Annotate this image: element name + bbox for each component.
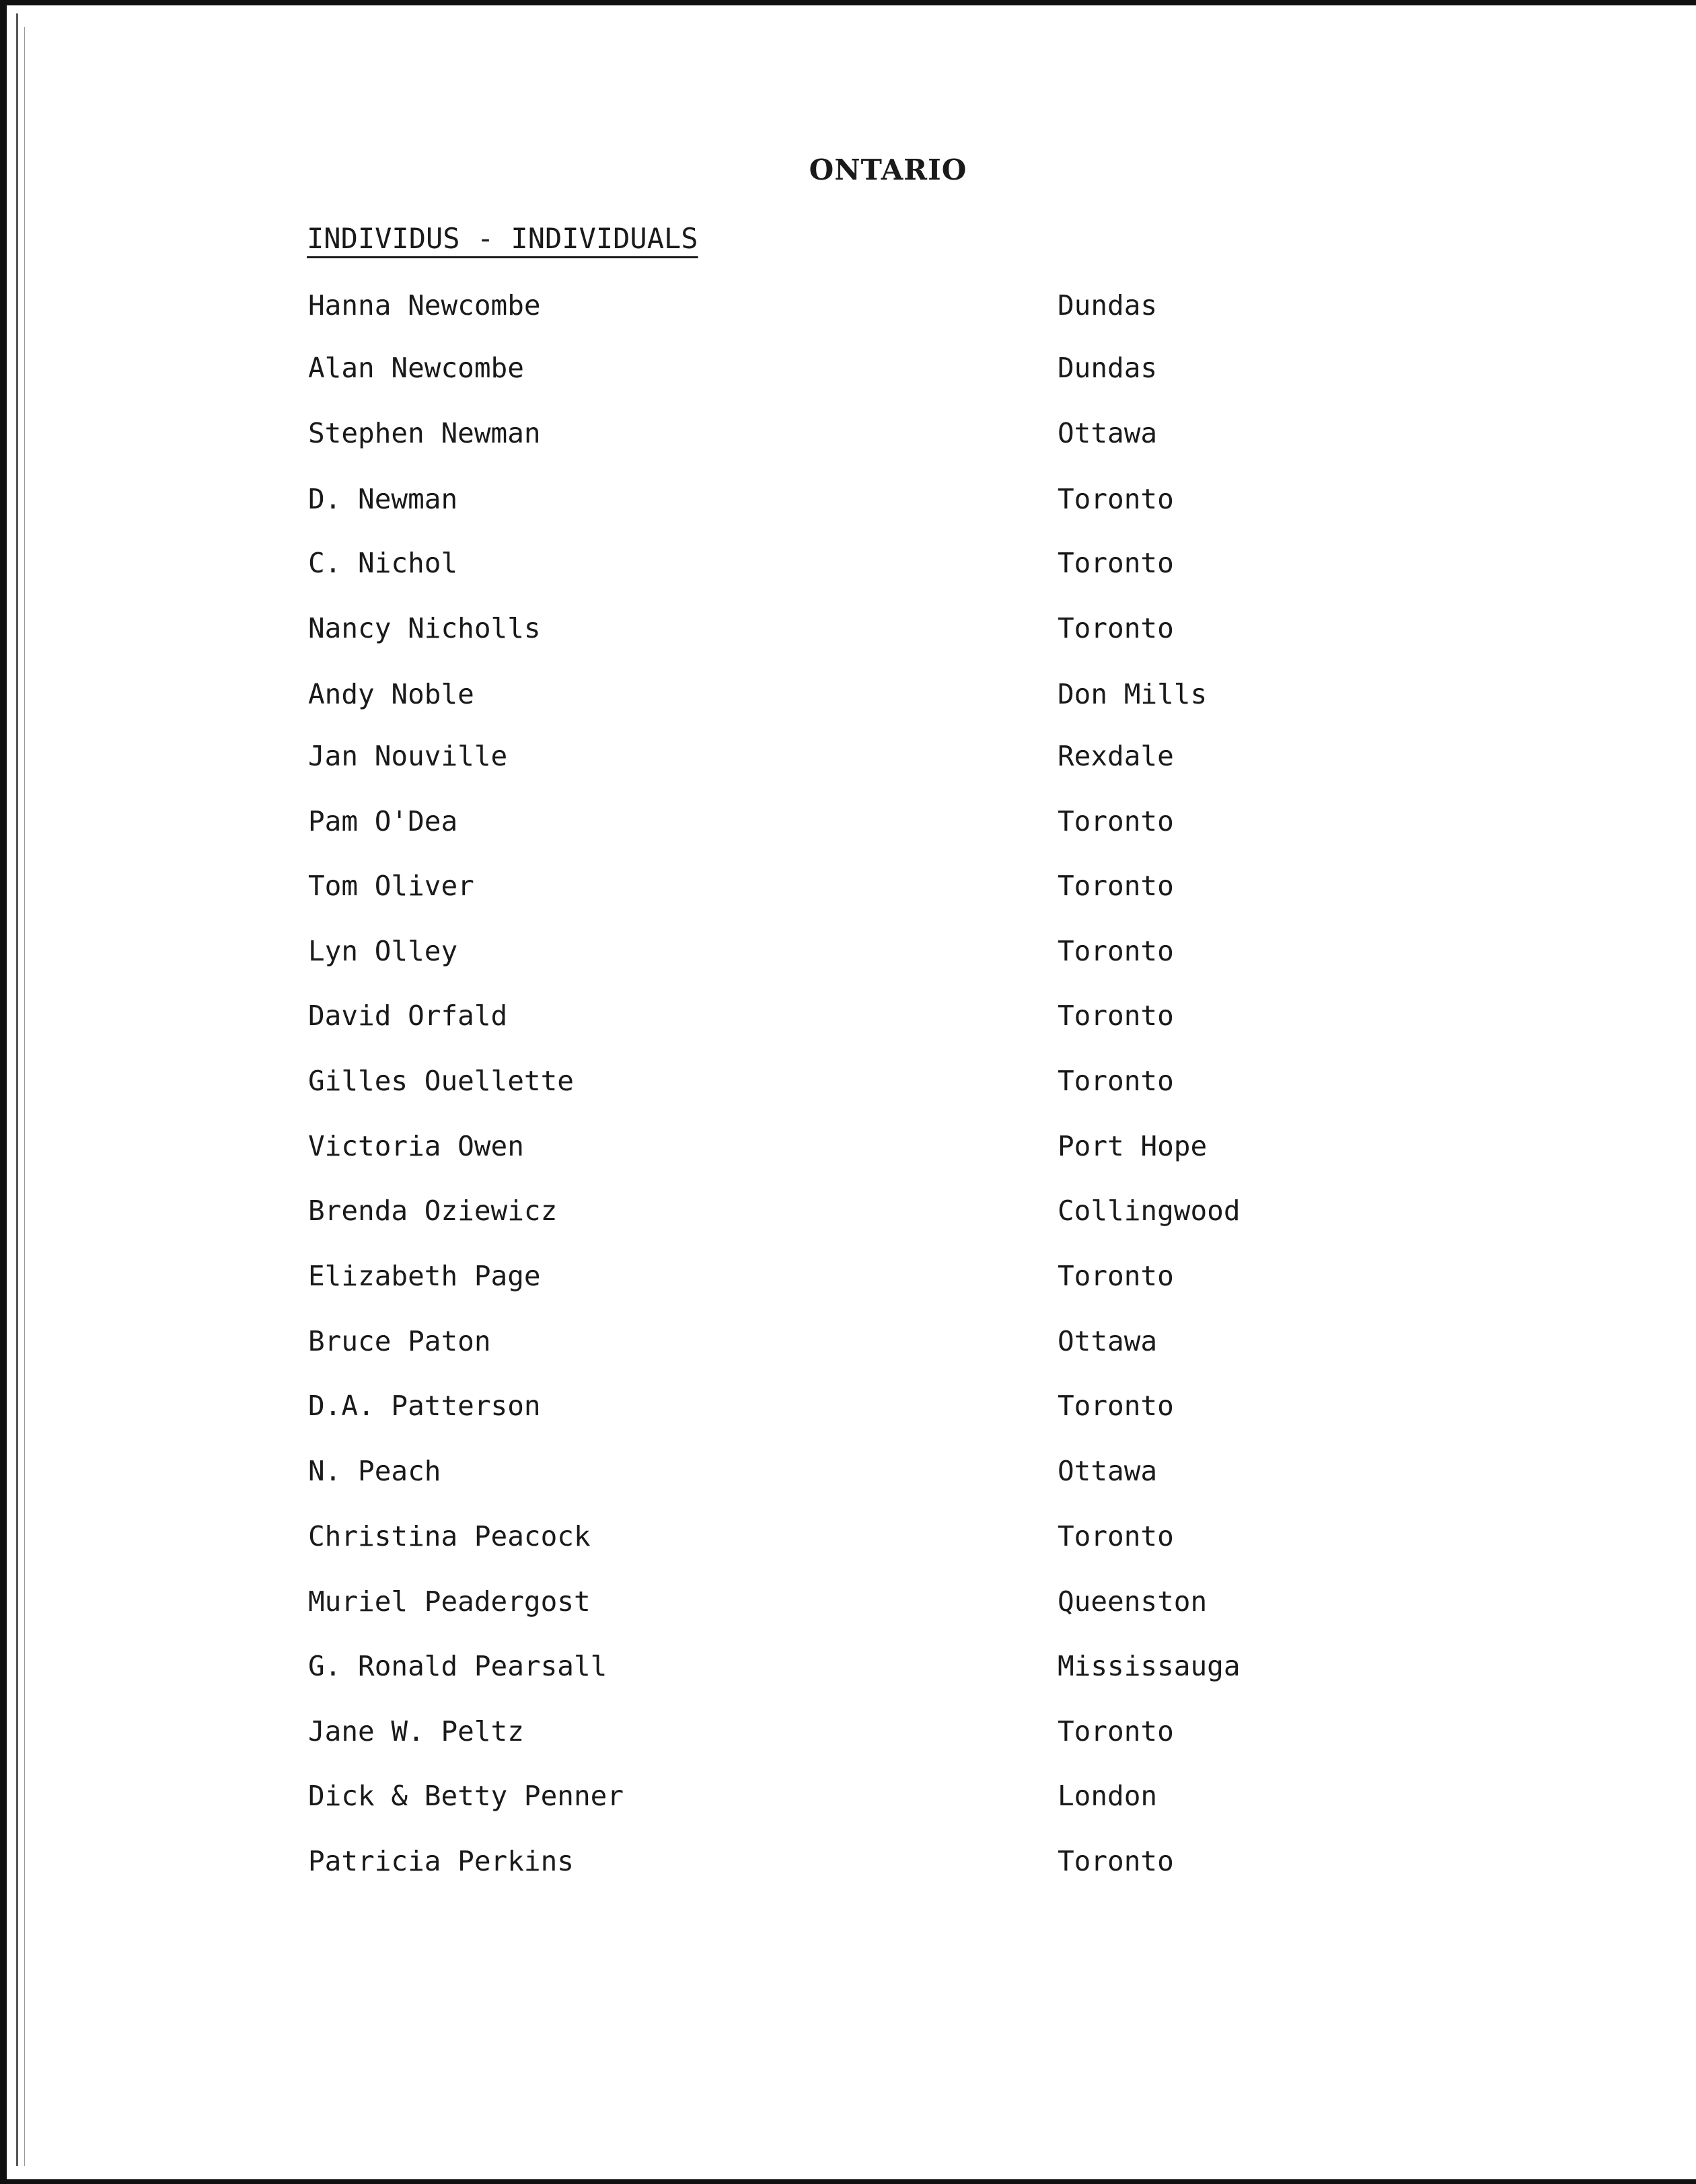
entry-name: Pam O'Dea bbox=[308, 805, 458, 837]
entry-city: Port Hope bbox=[1058, 1130, 1208, 1162]
list-item bbox=[0, 805, 1696, 845]
entry-city: Toronto bbox=[1058, 1715, 1174, 1747]
entry-city: Toronto bbox=[1058, 1845, 1174, 1877]
list-item bbox=[0, 1065, 1696, 1105]
entry-city: Don Mills bbox=[1058, 678, 1208, 710]
list-item bbox=[0, 1000, 1696, 1040]
list-item bbox=[0, 1130, 1696, 1170]
entry-city: Ottawa bbox=[1058, 417, 1158, 449]
list-item bbox=[0, 1845, 1696, 1885]
entry-name: Patricia Perkins bbox=[308, 1845, 574, 1877]
entry-city: Toronto bbox=[1058, 1065, 1174, 1097]
entry-name: N. Peach bbox=[308, 1455, 441, 1487]
list-item bbox=[0, 1325, 1696, 1365]
entry-name: Victoria Owen bbox=[308, 1130, 524, 1162]
entry-name: Stephen Newman bbox=[308, 417, 541, 449]
entry-city: London bbox=[1058, 1780, 1158, 1812]
list-item bbox=[0, 289, 1696, 330]
entry-name: Gilles Ouellette bbox=[308, 1065, 574, 1097]
list-item bbox=[0, 352, 1696, 392]
entry-name: Brenda Oziewicz bbox=[308, 1195, 558, 1227]
entry-name: Tom Oliver bbox=[308, 870, 474, 902]
entry-city: Rexdale bbox=[1058, 740, 1174, 772]
entry-name: Jan Nouville bbox=[308, 740, 508, 772]
entry-name: D.A. Patterson bbox=[308, 1390, 541, 1422]
entry-city: Toronto bbox=[1058, 1390, 1174, 1422]
entry-city: Ottawa bbox=[1058, 1455, 1158, 1487]
entry-city: Toronto bbox=[1058, 935, 1174, 967]
entry-city: Toronto bbox=[1058, 547, 1174, 579]
list-item bbox=[0, 870, 1696, 910]
entry-name: Andy Noble bbox=[308, 678, 474, 710]
list-item bbox=[0, 1650, 1696, 1690]
entry-name: Dick & Betty Penner bbox=[308, 1780, 624, 1812]
entry-city: Toronto bbox=[1058, 870, 1174, 902]
entry-city: Queenston bbox=[1058, 1585, 1208, 1618]
entry-name: Christina Peacock bbox=[308, 1520, 591, 1552]
list-item bbox=[0, 1195, 1696, 1235]
entry-name: Elizabeth Page bbox=[308, 1260, 541, 1292]
list-item bbox=[0, 740, 1696, 780]
entry-name: Muriel Peadergost bbox=[308, 1585, 591, 1618]
page-title: ONTARIO bbox=[809, 153, 967, 186]
entry-city: Toronto bbox=[1058, 1260, 1174, 1292]
entry-name: David Orfald bbox=[308, 1000, 508, 1032]
entry-city: Toronto bbox=[1058, 1000, 1174, 1032]
entry-name: D. Newman bbox=[308, 483, 458, 515]
entry-name: Jane W. Peltz bbox=[308, 1715, 524, 1747]
list-item bbox=[0, 678, 1696, 718]
section-heading: INDIVIDUS - INDIVIDUALS bbox=[307, 222, 698, 255]
list-item bbox=[0, 547, 1696, 587]
entry-city: Toronto bbox=[1058, 612, 1174, 644]
entry-name: Hanna Newcombe bbox=[308, 289, 541, 322]
list-item bbox=[0, 1390, 1696, 1430]
entry-name: C. Nichol bbox=[308, 547, 458, 579]
list-item bbox=[0, 612, 1696, 652]
entry-name: Alan Newcombe bbox=[308, 352, 524, 384]
list-item bbox=[0, 1585, 1696, 1626]
list-item bbox=[0, 483, 1696, 523]
list-item bbox=[0, 1715, 1696, 1756]
entry-city: Dundas bbox=[1058, 289, 1158, 322]
entry-city: Toronto bbox=[1058, 1520, 1174, 1552]
list-item bbox=[0, 1455, 1696, 1495]
entry-city: Dundas bbox=[1058, 352, 1158, 384]
entry-city: Collingwood bbox=[1058, 1195, 1241, 1227]
entry-city: Ottawa bbox=[1058, 1325, 1158, 1357]
entry-name: Nancy Nicholls bbox=[308, 612, 541, 644]
entry-name: Bruce Paton bbox=[308, 1325, 491, 1357]
list-item bbox=[0, 417, 1696, 457]
entry-city: Toronto bbox=[1058, 805, 1174, 837]
entry-city: Toronto bbox=[1058, 483, 1174, 515]
entry-name: Lyn Olley bbox=[308, 935, 458, 967]
entry-name: G. Ronald Pearsall bbox=[308, 1650, 607, 1682]
list-item bbox=[0, 1260, 1696, 1300]
entry-city: Mississauga bbox=[1058, 1650, 1241, 1682]
list-item bbox=[0, 1780, 1696, 1820]
list-item bbox=[0, 1520, 1696, 1560]
list-item bbox=[0, 935, 1696, 975]
